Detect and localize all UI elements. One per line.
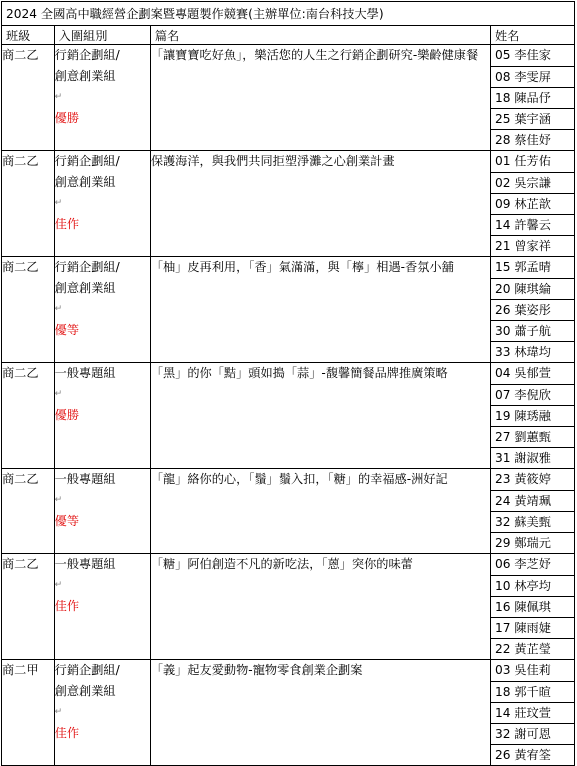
group-cell: [54, 257, 150, 363]
names-cell: [490, 151, 574, 257]
member-name: 05 李佳家: [491, 45, 574, 66]
member-name: 02 吳宗謙: [491, 172, 574, 193]
class-label: 商二甲: [2, 663, 39, 677]
document-title: 2024 全國高中職經營企劃案暨專題製作競賽(主辦單位:南台科技大學): [2, 2, 575, 26]
member-name: 04 吳郁萱: [491, 363, 574, 384]
member-list: [491, 257, 574, 362]
names-cell: [490, 660, 574, 766]
member-name: 21 曾家祥: [494, 238, 551, 253]
member-list: [491, 660, 574, 765]
group-cell: [54, 554, 150, 660]
award-label: 優等: [54, 323, 80, 337]
project-title: 「柚」皮再利用，「香」氣滿滿，與「檸」相遇-香氛小舖: [150, 260, 454, 274]
award-label: 優勝: [54, 408, 80, 422]
class-label: 商二乙: [2, 472, 39, 486]
header-title: 篇名: [150, 26, 490, 45]
member-name: 16 陳佩琪: [491, 596, 574, 617]
award-label: 優勝: [54, 111, 80, 125]
group-label: 行銷企劃組/: [54, 48, 120, 62]
group-label: 創意創業組: [54, 684, 116, 698]
title-cell: [150, 151, 490, 257]
member-list: [491, 363, 574, 468]
class-cell: [2, 257, 55, 363]
member-name: 26 黃宥筌: [494, 747, 551, 762]
header-row: [2, 26, 575, 45]
member-name: 03 吳佳莉: [491, 660, 574, 681]
table-row: [2, 660, 575, 766]
member-name: 06 李芝妤: [491, 554, 574, 575]
table-row: [2, 363, 575, 469]
class-cell: [2, 363, 55, 469]
class-cell: [2, 554, 55, 660]
member-name: 14 許馨云: [491, 214, 574, 235]
group-cell: [54, 469, 150, 554]
names-cell: [490, 554, 574, 660]
class-cell: [2, 151, 55, 257]
title-cell: [150, 45, 490, 151]
class-label: 商二乙: [2, 366, 39, 380]
group-label: 一般專題組: [54, 366, 116, 380]
paragraph-mark-icon: ↵: [54, 389, 63, 399]
member-name: 26 葉姿彤: [491, 299, 574, 320]
title-cell: [150, 363, 490, 469]
table-row: [2, 257, 575, 363]
paragraph-mark-icon: ↵: [54, 304, 63, 314]
class-cell: [2, 469, 55, 554]
title-cell: [150, 469, 490, 554]
award-table: [1, 1, 575, 766]
class-label: 商二乙: [2, 260, 39, 274]
names-cell: [490, 45, 574, 151]
class-label: 商二乙: [2, 557, 39, 571]
member-name: 32 蘇美甄: [491, 511, 574, 532]
group-label: 創意創業組: [54, 281, 116, 295]
member-name: 28 蔡佳妤: [494, 132, 551, 147]
member-name: 25 葉宇涵: [491, 108, 574, 129]
group-cell: [54, 363, 150, 469]
member-name: 18 郭千暄: [491, 681, 574, 702]
member-name: 10 林亭均: [491, 575, 574, 596]
group-cell: [54, 151, 150, 257]
member-name: 23 黃筱婷: [491, 469, 574, 490]
table-row: [2, 45, 575, 151]
class-label: 商二乙: [2, 48, 39, 62]
group-cell: [54, 660, 150, 766]
group-cell: [54, 45, 150, 151]
header-names: 姓名: [490, 26, 574, 45]
member-name: 24 黃靖珮: [491, 490, 574, 511]
member-name: 22 黃芷瑩: [494, 641, 551, 656]
member-list: [491, 554, 574, 659]
award-label: 佳作: [54, 217, 80, 231]
member-name: 07 李倪欣: [491, 384, 574, 405]
paragraph-mark-icon: ↵: [54, 198, 63, 208]
paragraph-mark-icon: ↵: [54, 707, 63, 717]
member-name: 08 李雯屏: [491, 66, 574, 87]
member-name: 09 林芷歆: [491, 193, 574, 214]
member-list: [491, 469, 574, 553]
member-name: 14 莊玟萱: [491, 702, 574, 723]
table-row: [2, 151, 575, 257]
member-list: [491, 151, 574, 256]
paragraph-mark-icon: ↵: [54, 580, 63, 590]
title-cell: [150, 257, 490, 363]
names-cell: [490, 257, 574, 363]
project-title: 「龍」絡你的心，「鬚」鬚入扣，「糖」的幸福感-洲好記: [150, 472, 448, 486]
group-label: 創意創業組: [54, 69, 116, 83]
paragraph-mark-icon: ↵: [54, 495, 63, 505]
project-title: 「義」起友愛動物-寵物零食創業企劃案: [150, 663, 363, 677]
member-name: 17 陳雨婕: [491, 617, 574, 638]
group-label: 行銷企劃組/: [54, 663, 120, 677]
member-name: 27 劉蕙甄: [491, 426, 574, 447]
project-title: 「黑」的你「黠」頭如搗「蒜」-馥馨簡餐品牌推廣策略: [150, 366, 448, 380]
project-title: 「讓寶寶吃好魚」，樂活您的人生之行銷企劃研究-樂齡健康餐: [150, 48, 479, 62]
project-title: 保護海洋，與我們共同拒塑淨灘之心創業計畫: [150, 154, 395, 168]
member-list: [491, 45, 574, 150]
member-name: 33 林瑋均: [494, 344, 551, 359]
award-label: 優等: [54, 514, 80, 528]
member-name: 32 謝可恩: [491, 723, 574, 744]
member-name: 18 陳品伃: [491, 87, 574, 108]
title-cell: [150, 660, 490, 766]
group-label: 行銷企劃組/: [54, 260, 120, 274]
member-name: 29 鄭瑞元: [494, 535, 551, 550]
header-group: 入圍組別: [54, 26, 150, 45]
member-name: 31 謝淑雅: [494, 450, 551, 465]
table-row: [2, 469, 575, 554]
paragraph-mark-icon: ↵: [54, 92, 63, 102]
header-class: 班級: [2, 26, 55, 45]
member-name: 01 任芳佑: [491, 151, 574, 172]
award-label: 佳作: [54, 726, 80, 740]
group-label: 一般專題組: [54, 557, 116, 571]
member-name: 19 陳琇融: [491, 405, 574, 426]
project-title: 「糖」阿伯創造不凡的新吃法，「蒽」突你的味蕾: [150, 557, 413, 571]
group-label: 一般專題組: [54, 472, 116, 486]
group-label: 行銷企劃組/: [54, 154, 120, 168]
names-cell: [490, 363, 574, 469]
class-cell: [2, 660, 55, 766]
member-name: 20 陳琪綸: [491, 278, 574, 299]
title-cell: [150, 554, 490, 660]
award-label: 佳作: [54, 599, 80, 613]
class-label: 商二乙: [2, 154, 39, 168]
member-name: 30 蕭子航: [491, 320, 574, 341]
group-label: 創意創業組: [54, 175, 116, 189]
class-cell: [2, 45, 55, 151]
member-name: 15 郭孟晴: [491, 257, 574, 278]
names-cell: [490, 469, 574, 554]
table-row: [2, 554, 575, 660]
